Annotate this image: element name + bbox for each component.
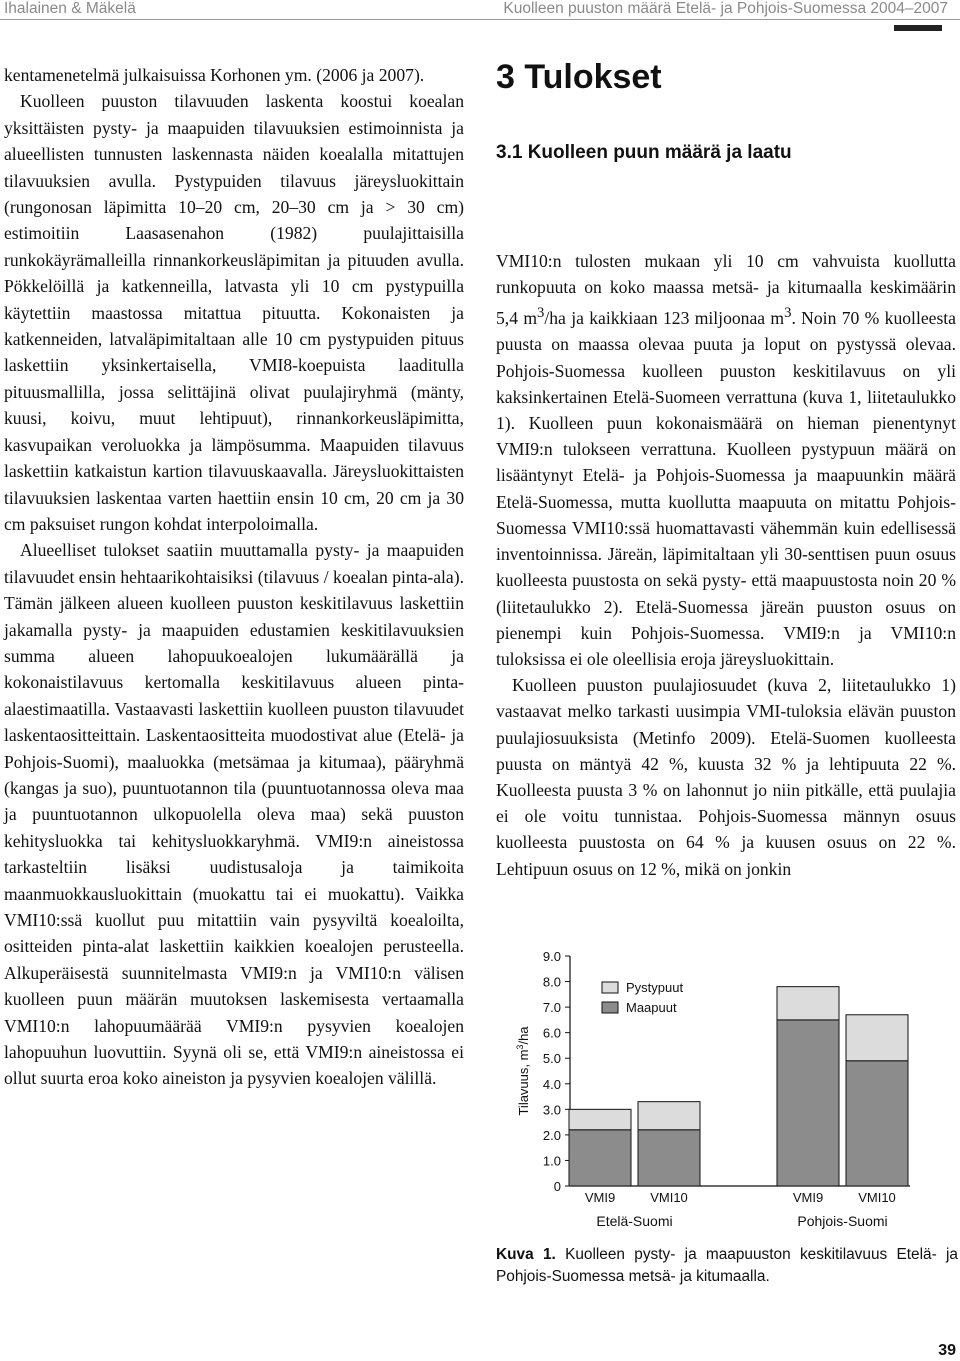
legend-swatch-pystypuut (602, 982, 618, 993)
text-run: /ha ja kaikkiaan 123 miljoonaa m (544, 308, 785, 329)
bar-maapuut (777, 1020, 839, 1186)
y-tick-label: 0 (553, 1179, 561, 1194)
subsection-title: 3.1 Kuolleen puun määrä ja laatu (496, 142, 792, 163)
bar-maapuut (638, 1130, 700, 1186)
figure-1-chart (496, 940, 956, 1240)
figure-caption (496, 1244, 958, 1288)
y-tick-label: 3.0 (542, 1102, 561, 1118)
legend-swatch-maapuut (602, 1002, 618, 1013)
bar-maapuut (569, 1130, 631, 1186)
header-title: Kuolleen puuston määrä Etelä- ja Pohjois-Suomessa 2004–2007 (503, 0, 948, 17)
y-tick-label: 7.0 (542, 1000, 561, 1016)
left-column (4, 62, 464, 1092)
right-paragraph: Kuolleen puuston puulajiosuudet (kuva 2, liitetaulukko 1) vastaavat melko tarkasti uusimpia VMI-tuloksia elävän puuston puulajiosuuksista (Metinfo 2009). Etelä-Suomen kuolleesta puusta on mäntyä 42 %, kuusta 32 % ja lehtipuuta 22 %. Kuolleesta puusta 3 % on lahonnut jo niin pitkälle, että puulajia ei ole voitu tunnistaa. Pohjois-Suomessa männyn osuus kuolleesta puustosta on 64 % ja kuusen osuus on 22 %. Lehtipuun osuus on 12 %, mikä on jonkin (496, 675, 956, 879)
header-marker (894, 25, 942, 31)
superscript: 3 (784, 305, 792, 322)
y-tick-label: 1.0 (542, 1153, 561, 1169)
bar-pystypuut (569, 1109, 631, 1129)
y-axis-label-main: Tilavuus, m (516, 1049, 531, 1116)
x-tick-label: VMI9 (584, 1190, 616, 1205)
text-run: . Noin 70 % kuolleesta puusta on maassa olevaa puuta ja loput on pystyssä olevaa. Pohjois-Suomessa kuolleen puuston keskitilavuus on yli kaksinkertainen Etelä-Suomeen verrattuna (kuva 1, liitetaulukko 1). Kuolleen puun kokonaismäärä on hieman pienentynyt VMI9:n tulokseen verrattuna. Kuolleen pystypuun määrä on lisääntynyt Etelä- ja Pohjois-Suomessa ja maapuunkin määrä Etelä-Suomessa, mutta kuollutta maapuuta on mitattu Pohjois-Suomessa VMI10:ssä huomattavasti vähemmän kuin edellisessä inventoinnissa. Järeän, läpimitaltaan yli 30-senttisen puun osuus kuolleesta puustosta on sekä pysty- että maapuustosta noin 20 % (liitetaulukko 2). Etelä-Suomessa järeän puuston osuus on pienempi kuin Pohjois-Suomessa. VMI9:n ja VMI10:n tuloksissa ei ole oleellisia eroja järeysluokittain. (496, 308, 956, 669)
y-axis-label-sup: 3 (515, 1044, 525, 1050)
y-tick-label: 9.0 (542, 949, 561, 964)
y-axis-label-tail: /ha (516, 1026, 531, 1045)
x-tick-label: VMI10 (858, 1190, 896, 1205)
caption-text: Kuolleen pysty- ja maapuuston keskitilavuus Etelä- ja Pohjois-Suomessa metsä- ja kitumaalla. (496, 1246, 958, 1285)
bar-pystypuut (638, 1102, 700, 1130)
text-run: VMI10:n tulosten mukaan yli 10 cm vahvuista kuollutta runkopuuta on koko maassa metsä- ja kitumaalla keskimäärin 5,4 m (496, 251, 956, 329)
y-tick-label: 5.0 (542, 1051, 561, 1067)
bar-pystypuut (777, 987, 839, 1020)
page-number: 39 (938, 1342, 956, 1359)
header-authors: Ihalainen & Mäkelä (4, 0, 136, 17)
legend-label-pystypuut: Pystypuut (626, 980, 684, 995)
caption-label: Kuva 1. (496, 1246, 556, 1263)
running-header (0, 0, 960, 30)
y-tick-label: 4.0 (542, 1076, 561, 1092)
superscript: 3 (537, 305, 545, 322)
header-rule (0, 19, 960, 20)
left-paragraph: Kuolleen puuston tilavuuden laskenta koostui koealan yksittäisten pysty- ja maapuiden tilavuuksien estimoinnista ja alueellisten tunnusten laskennasta näiden koealalla mitattujen tilavuuksien avulla. Pystypuiden tilavuus järeysluokittain (rungonosan läpimitta 10–20 cm, 20–30 cm ja > 30 cm) estimoitiin Laasasenahon (1982) puulajittaisilla runkokäyrämalleilla rinnankorkeusläpimitan ja pituuden avulla. Pökkelöillä ja katkenneilla, latvasta yli 10 cm pystypuilla käytettiin maastossa mitattua pituutta. Kokonaisten ja katkenneiden, latvaläpimitaltaan alle 10 cm pystypuiden pituus laskettiin yksinkertaisella, VMI8-koepuista laaditulla pituusmallilla, jossa selittäjinä olivat puulajiryhmä (mänty, kuusi, koivu, muut lehtipuut), rinnankorkeusläpimitta, kasvupaikan veroluokka ja lämpösumma. Maapuiden tilavuus laskettiin katkaistun kartion tilavuuskaavalla. Järeysluokittaisten tilavuuksien laskentaa varten haettiin ensin 10 cm, 20 cm ja 30 cm paksuiset rungon kohdat interpoloimalla. (4, 91, 464, 534)
right-column (496, 58, 956, 879)
legend-label-maapuut: Maapuut (626, 1000, 677, 1015)
x-group-label: Pohjois-Suomi (797, 1213, 888, 1229)
left-paragraph: Alueelliset tulokset saatiin muuttamalla pysty- ja maapuiden tilavuudet ensin hehtaarikohtaisiksi (tilavuus / koealan pinta-ala). Tämän jälkeen alueen kuolleen puuston keskitilavuus laskettiin jakamalla pysty- ja maapuiden edustamien keskitilavuuksien summa alueen lahopuukoealojen lukumäärällä ja kokonaistilavuus kertomalla keskitilavuus alueen pinta-alaestimaatilla. Vastaavasti laskettiin kuolleen puuston tilavuudet laskentaositteittain. Laskentaositteita muodostivat alue (Etelä- ja Pohjois-Suomi), maaluokka (metsämaa ja kitumaa), pääryhmä (kangas ja suo), puuntuotannon tila (puuntuotannossa oleva maa ja puuntuotannon ulkopuolella oleva maa) sekä puuston kehitysluokka tai kehitysluokkaryhmä. VMI9:n aineistossa tarkasteltiin lisäksi uudistusaloja ja taimikoita maanmuokkausluokittain (muokattu tai ei muokattu). Vaikka VMI10:ssä kuollut puu mitattiin vain pysyviltä koealoilta, ositteiden pinta-alat laskettiin kaikkien koealojen perusteella. Alkuperäisestä suunnitelmasta VMI9:n ja VMI10:n välisen kuolleen puun määrän muutoksen laskemisesta vertaamalla VMI10:n lahopuumäärää VMI9:n pysyvien koealojen lahopuuhun luovuttiin. Syynä oli se, että VMI9:n aineistossa ei ollut suurta eroa koko aineiston ja pysyvien koealojen välillä. (4, 540, 464, 1089)
y-axis-label (515, 1026, 531, 1116)
left-paragraph: kentamenetelmä julkaisuissa Korhonen ym. (2006 ja 2007). (4, 65, 425, 85)
x-tick-label: VMI9 (792, 1190, 824, 1205)
y-tick-label: 2.0 (542, 1127, 561, 1143)
section-title: 3 Tulokset (496, 58, 662, 96)
bar-pystypuut (846, 1015, 908, 1061)
y-tick-label: 6.0 (542, 1025, 561, 1041)
x-group-label: Etelä-Suomi (596, 1213, 673, 1229)
y-tick-label: 8.0 (542, 974, 561, 990)
x-tick-label: VMI10 (650, 1190, 688, 1205)
bar-maapuut (846, 1061, 908, 1186)
right-body (496, 248, 956, 882)
right-paragraph (496, 248, 956, 672)
